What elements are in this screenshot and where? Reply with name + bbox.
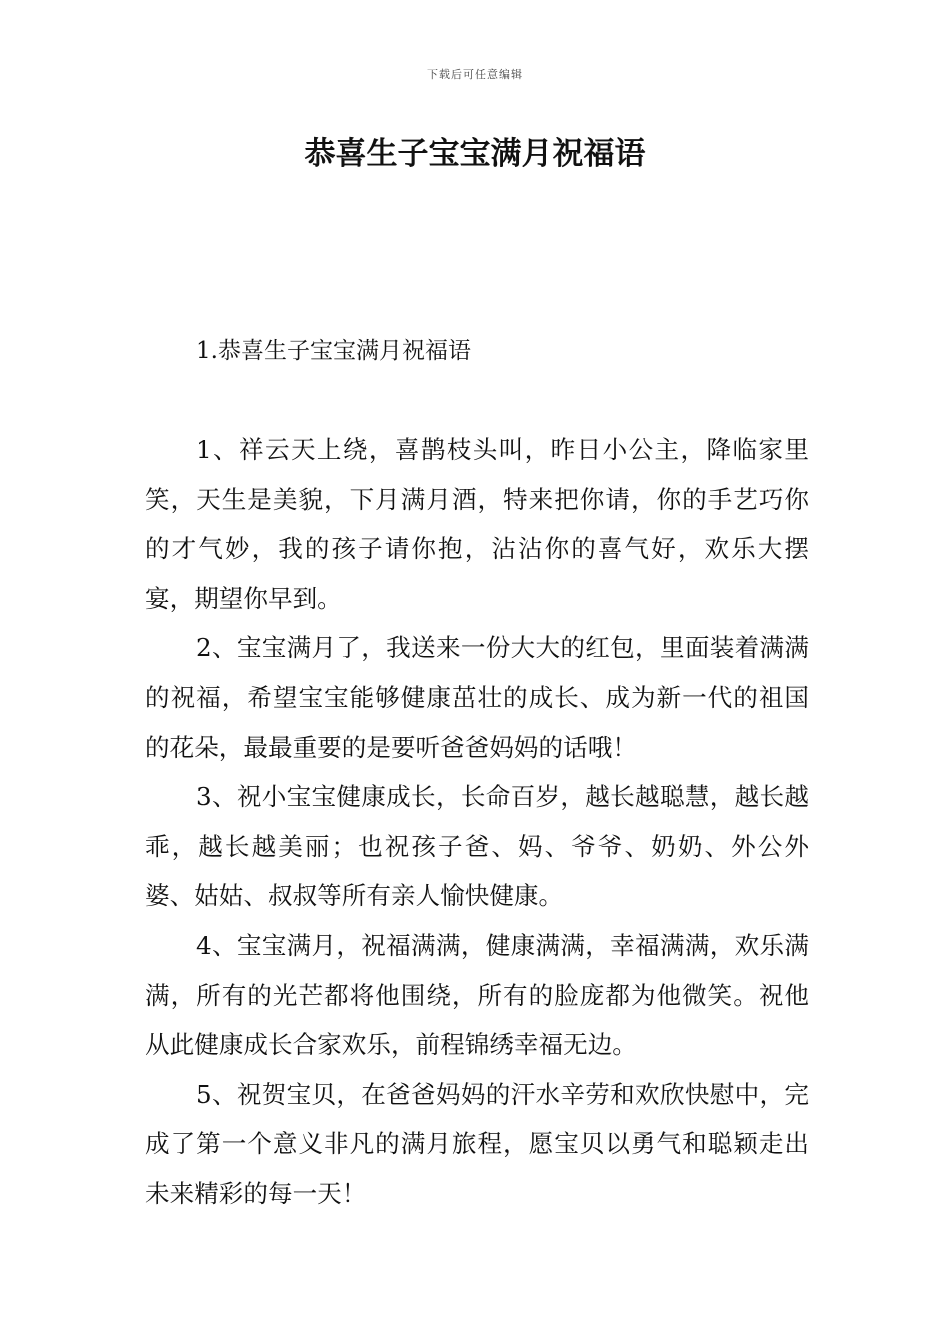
document-body [145,425,809,1219]
paragraph-4: 4、宝宝满月，祝福满满，健康满满，幸福满满，欢乐满满，所有的光芒都将他围绕，所有的脸庞都为他微笑。祝他从此健康成长合家欢乐，前程锦绣幸福无边。 [145,930,809,1060]
header-note: 下载后可任意编辑 [427,68,523,81]
document-title: 恭喜生子宝宝满月祝福语 [304,136,646,172]
paragraph-3: 3、祝小宝宝健康成长，长命百岁，越长越聪慧，越长越乖，越长越美丽；也祝孩子爸、妈、爷爷、奶奶、外公外婆、姑姑、叔叔等所有亲人愉快健康。 [145,782,809,911]
paragraph-1: 1、祥云天上绕，喜鹊枝头叫，昨日小公主，降临家里笑，天生是美貌，下月满月酒，特来把你请，你的手艺巧你的才气妙，我的孩子请你抱，沾沾你的喜气好，欢乐大摆宴，期望你早到。 [145,435,809,613]
paragraph-5: 5、祝贺宝贝，在爸爸妈妈的汗水辛劳和欢欣快慰中，完成了第一个意义非凡的满月旅程，愿宝贝以勇气和聪颖走出未来精彩的每一天！ [145,1079,809,1208]
paragraph-2: 2、宝宝满月了，我送来一份大大的红包，里面装着满满的祝福，希望宝宝能够健康茁壮的成长、成为新一代的祖国的花朵，最最重要的是要听爸爸妈妈的话哦！ [145,633,809,762]
section-heading: 1.恭喜生子宝宝满月祝福语 [196,338,471,364]
